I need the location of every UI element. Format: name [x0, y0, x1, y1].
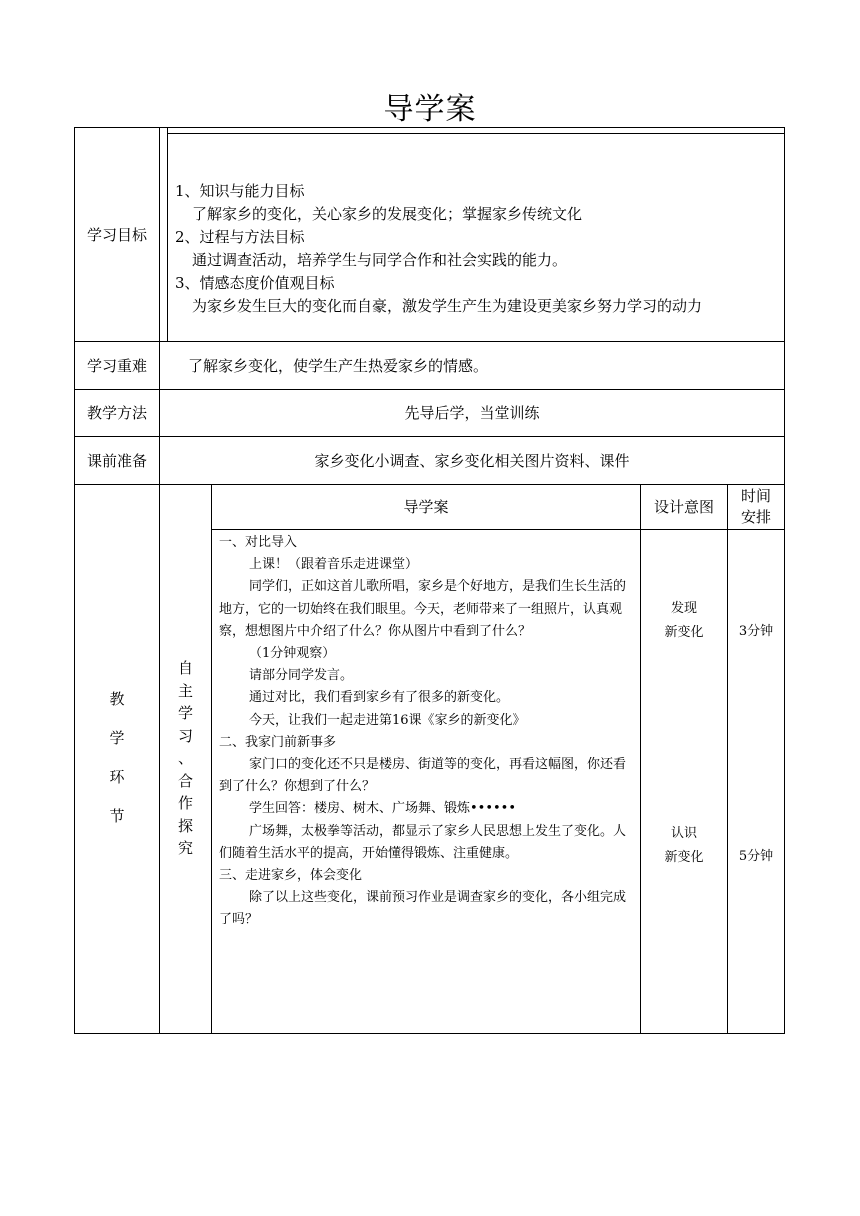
learning-mode-label: 自 主 学 习 、 合 作 探 究 — [177, 659, 193, 857]
content-line: 学生回答：楼房、树木、广场舞、锻炼•••••• — [249, 801, 517, 817]
prep-label: 课前准备 — [86, 451, 147, 470]
content-line: 今天，让我们一起走进第16课《家乡的新变化》 — [249, 712, 526, 728]
method-label: 教学方法 — [86, 404, 147, 422]
goal-text: 了解家乡的变化，关心家乡的发展变化；掌握家乡传统文化 — [192, 205, 583, 223]
key-label: 学习重难 — [86, 356, 147, 375]
goal-heading: 3、情感态度价值观目标 — [175, 274, 335, 292]
lesson-content — [219, 532, 637, 932]
content-line: 除了以上这些变化，课前预习作业是调查家乡的变化，各小组完成了吗？ — [219, 890, 627, 928]
col-header-time: 时间 安排 — [740, 487, 771, 526]
intent-1: 发现 新变化 — [664, 601, 704, 640]
col-header-intent: 设计意图 — [653, 498, 714, 516]
key-value: 了解家乡变化，使学生产生热爱家乡的情感。 — [188, 357, 489, 375]
time-2: 5分钟 — [738, 849, 774, 864]
content-line: 请部分同学发言。 — [249, 668, 354, 684]
method-value: 先导后学，当堂训练 — [404, 404, 540, 422]
goal-heading: 1、知识与能力目标 — [175, 182, 305, 200]
goal-text: 通过调查活动，培养学生与同学合作和社会实践的能力。 — [192, 251, 568, 269]
col-header-guide: 导学案 — [403, 498, 449, 516]
goal-text: 为家乡发生巨大的变化而自豪，激发学生产生为建设更美家乡努力学习的动力 — [192, 297, 703, 315]
content-line: 二、我家门前新事多 — [219, 734, 337, 750]
section-label: 教 学 环 节 — [109, 690, 125, 825]
page-title: 导学案 — [383, 92, 477, 127]
content-line: 广场舞，太极拳等活动，都显示了家乡人民思想上发生了变化。人们随着生活水平的提高，开始懂得锻炼、注重健康。 — [219, 823, 627, 861]
content-line: 三、走进家乡，体会变化 — [219, 868, 363, 884]
content-line: 一、对比导入 — [219, 535, 298, 550]
time-1: 3分钟 — [738, 624, 774, 639]
goals-list — [175, 180, 790, 318]
content-line: 通过对比，我们看到家乡有了很多的新变化。 — [249, 690, 510, 706]
prep-value: 家乡变化小调查、家乡变化相关图片资料、课件 — [314, 451, 630, 470]
intent-2: 认识 新变化 — [664, 826, 704, 865]
content-line: （1分钟观察） — [249, 646, 336, 662]
content-line: 同学们，正如这首儿歌所唱，家乡是个好地方，是我们生长生活的地方，它的一切始终在我们眼里。今天，老师带来了一组照片，认真观察，想想图片中介绍了什么？你从图片中看到了什么？ — [219, 579, 627, 639]
goal-heading: 2、过程与方法目标 — [175, 228, 305, 246]
goals-label: 学习目标 — [86, 225, 147, 244]
content-line: 家门口的变化还不只是楼房、街道等的变化，再看这幅图，你还看到了什么？你想到了什么？ — [219, 757, 627, 795]
content-line: 上课！（跟着音乐走进课堂） — [249, 557, 419, 573]
